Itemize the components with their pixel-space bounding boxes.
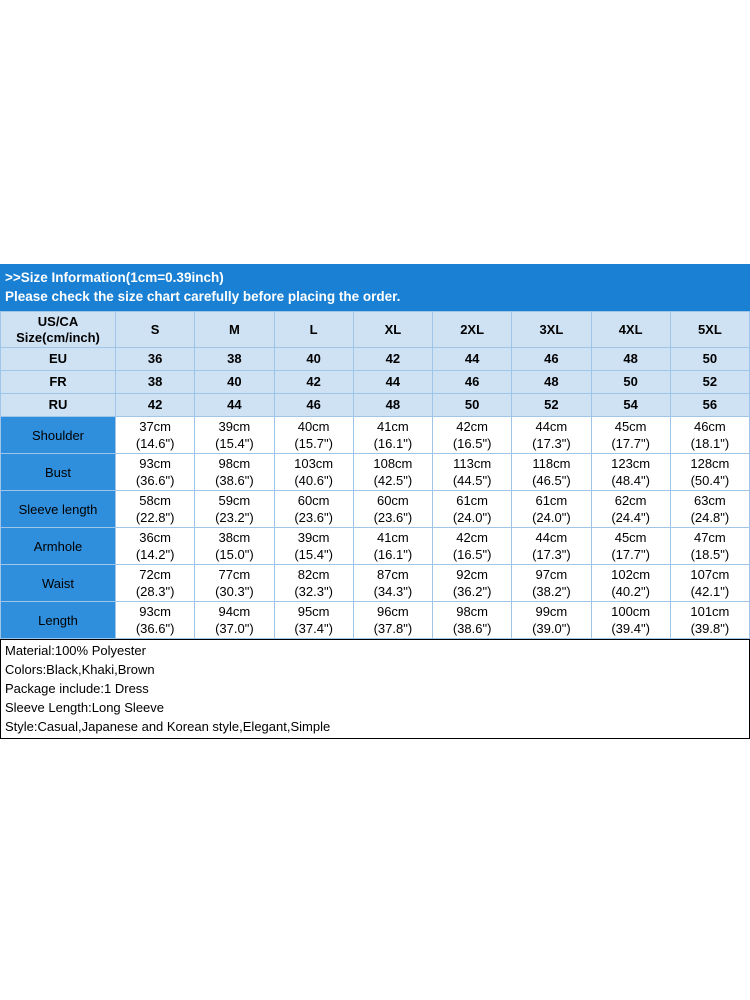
- measurement-label-cell: Shoulder: [1, 417, 116, 454]
- measurement-value-cell: 77cm (30.3"): [195, 565, 274, 602]
- detail-package: Package include:1 Dress: [5, 681, 149, 696]
- measurement-value-cell: 98cm (38.6"): [195, 454, 274, 491]
- measurement-value-cell: 47cm (18.5"): [670, 528, 749, 565]
- measurement-value-cell: 100cm (39.4"): [591, 602, 670, 639]
- measurement-label-cell: Sleeve length: [1, 491, 116, 528]
- size-info-banner: [0, 264, 750, 311]
- measurement-value-cell: 42cm (16.5"): [433, 528, 512, 565]
- region-size-value: 44: [195, 394, 274, 417]
- measurement-value-cell: 99cm (39.0"): [512, 602, 591, 639]
- measurement-value-cell: 118cm (46.5"): [512, 454, 591, 491]
- region-size-value: 40: [274, 348, 353, 371]
- measurement-value-cell: 101cm (39.8"): [670, 602, 749, 639]
- measurement-value-cell: 98cm (38.6"): [433, 602, 512, 639]
- measurement-value-cell: 59cm (23.2"): [195, 491, 274, 528]
- measurement-value-cell: 37cm (14.6"): [116, 417, 195, 454]
- size-column-header: XL: [353, 312, 432, 348]
- measurement-row: [1, 491, 750, 528]
- region-size-value: 56: [670, 394, 749, 417]
- region-size-value: 48: [591, 348, 670, 371]
- measurement-row: [1, 417, 750, 454]
- size-column-header: 2XL: [433, 312, 512, 348]
- measurement-value-cell: 103cm (40.6"): [274, 454, 353, 491]
- region-size-value: 42: [116, 394, 195, 417]
- measurement-value-cell: 39cm (15.4"): [274, 528, 353, 565]
- size-column-header: L: [274, 312, 353, 348]
- region-size-value: 44: [433, 348, 512, 371]
- size-chart-table: [0, 311, 750, 639]
- size-info-title: >>Size Information(1cm=0.39inch): [5, 270, 224, 285]
- size-column-header: S: [116, 312, 195, 348]
- region-size-value: 50: [591, 371, 670, 394]
- measurement-value-cell: 61cm (24.0"): [433, 491, 512, 528]
- region-size-value: 42: [274, 371, 353, 394]
- size-info-sheet: [0, 264, 750, 739]
- size-column-header: 4XL: [591, 312, 670, 348]
- corner-header-cell: US/CA Size(cm/inch): [1, 312, 116, 348]
- region-size-value: 50: [433, 394, 512, 417]
- size-info-note: Please check the size chart carefully before placing the order.: [5, 289, 401, 304]
- measurement-value-cell: 92cm (36.2"): [433, 565, 512, 602]
- measurement-value-cell: 82cm (32.3"): [274, 565, 353, 602]
- region-size-value: 42: [353, 348, 432, 371]
- measurement-value-cell: 60cm (23.6"): [353, 491, 432, 528]
- measurement-value-cell: 94cm (37.0"): [195, 602, 274, 639]
- measurement-value-cell: 107cm (42.1"): [670, 565, 749, 602]
- measurement-value-cell: 96cm (37.8"): [353, 602, 432, 639]
- measurement-value-cell: 45cm (17.7"): [591, 417, 670, 454]
- measurement-row: [1, 454, 750, 491]
- product-details-box: [0, 639, 750, 739]
- measurement-value-cell: 41cm (16.1"): [353, 528, 432, 565]
- region-size-value: 48: [353, 394, 432, 417]
- measurement-value-cell: 61cm (24.0"): [512, 491, 591, 528]
- detail-colors: Colors:Black,Khaki,Brown: [5, 662, 155, 677]
- region-size-value: 54: [591, 394, 670, 417]
- measurement-value-cell: 123cm (48.4"): [591, 454, 670, 491]
- measurement-row: [1, 528, 750, 565]
- table-header-row: [1, 312, 750, 348]
- measurement-value-cell: 87cm (34.3"): [353, 565, 432, 602]
- region-size-value: 46: [512, 348, 591, 371]
- detail-sleeve-length: Sleeve Length:Long Sleeve: [5, 700, 165, 715]
- measurement-value-cell: 39cm (15.4"): [195, 417, 274, 454]
- region-size-value: 46: [433, 371, 512, 394]
- region-label-cell: FR: [1, 371, 116, 394]
- measurement-value-cell: 95cm (37.4"): [274, 602, 353, 639]
- region-size-value: 36: [116, 348, 195, 371]
- measurement-value-cell: 42cm (16.5"): [433, 417, 512, 454]
- region-size-value: 52: [512, 394, 591, 417]
- measurement-value-cell: 113cm (44.5"): [433, 454, 512, 491]
- measurement-label-cell: Bust: [1, 454, 116, 491]
- region-size-value: 50: [670, 348, 749, 371]
- measurement-value-cell: 46cm (18.1"): [670, 417, 749, 454]
- measurement-value-cell: 60cm (23.6"): [274, 491, 353, 528]
- size-column-header: M: [195, 312, 274, 348]
- size-column-header: 5XL: [670, 312, 749, 348]
- measurement-value-cell: 38cm (15.0"): [195, 528, 274, 565]
- detail-material: Material:100% Polyester: [5, 643, 146, 658]
- region-size-value: 52: [670, 371, 749, 394]
- region-size-value: 44: [353, 371, 432, 394]
- region-row: [1, 394, 750, 417]
- region-size-value: 40: [195, 371, 274, 394]
- region-size-value: 38: [195, 348, 274, 371]
- measurement-value-cell: 58cm (22.8"): [116, 491, 195, 528]
- region-label-cell: EU: [1, 348, 116, 371]
- measurement-value-cell: 41cm (16.1"): [353, 417, 432, 454]
- detail-style: Style:Casual,Japanese and Korean style,Elegant,Simple: [5, 719, 331, 734]
- size-column-header: 3XL: [512, 312, 591, 348]
- region-label-cell: RU: [1, 394, 116, 417]
- measurement-value-cell: 128cm (50.4"): [670, 454, 749, 491]
- measurement-label-cell: Armhole: [1, 528, 116, 565]
- measurement-value-cell: 44cm (17.3"): [512, 417, 591, 454]
- measurement-value-cell: 97cm (38.2"): [512, 565, 591, 602]
- measurement-row: [1, 602, 750, 639]
- measurement-value-cell: 108cm (42.5"): [353, 454, 432, 491]
- region-row: [1, 371, 750, 394]
- region-size-value: 38: [116, 371, 195, 394]
- region-size-value: 46: [274, 394, 353, 417]
- measurement-row: [1, 565, 750, 602]
- region-size-value: 48: [512, 371, 591, 394]
- measurement-value-cell: 45cm (17.7"): [591, 528, 670, 565]
- measurement-value-cell: 62cm (24.4"): [591, 491, 670, 528]
- measurement-value-cell: 63cm (24.8"): [670, 491, 749, 528]
- measurement-value-cell: 93cm (36.6"): [116, 454, 195, 491]
- measurement-value-cell: 93cm (36.6"): [116, 602, 195, 639]
- measurement-value-cell: 40cm (15.7"): [274, 417, 353, 454]
- measurement-value-cell: 44cm (17.3"): [512, 528, 591, 565]
- measurement-value-cell: 72cm (28.3"): [116, 565, 195, 602]
- measurement-label-cell: Waist: [1, 565, 116, 602]
- measurement-value-cell: 102cm (40.2"): [591, 565, 670, 602]
- measurement-value-cell: 36cm (14.2"): [116, 528, 195, 565]
- measurement-label-cell: Length: [1, 602, 116, 639]
- region-row: [1, 348, 750, 371]
